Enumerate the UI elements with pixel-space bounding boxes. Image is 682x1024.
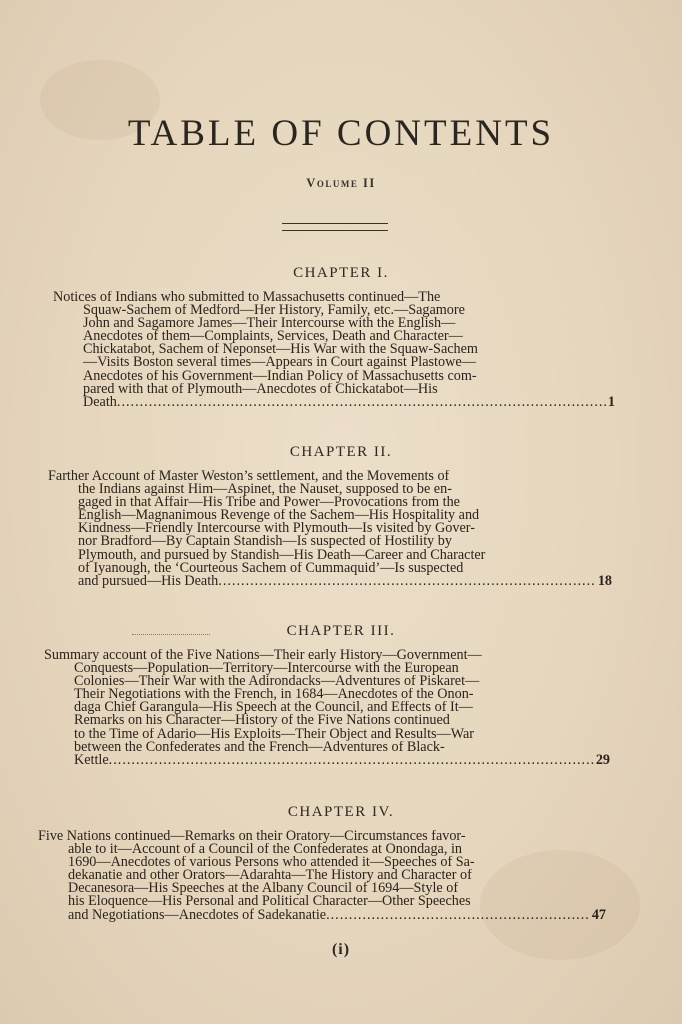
summary-line: Chickatabot, Sachem of Neponset—His War with the Squaw-Sachem <box>83 343 478 357</box>
page-number: 18 <box>597 572 612 589</box>
summary-line: John and Sagamore James—Their Intercourse with the English— <box>83 317 456 331</box>
summary-line: 1690—Anecdotes of various Persons who attended it—Speeches of Sa- <box>68 856 475 870</box>
chapter-summary <box>53 291 615 409</box>
summary-line: Death <box>83 393 117 410</box>
summary-line: daga Chief Garangula—His Speech at the Council, and Effects of It— <box>74 701 473 715</box>
summary-line: Colonies—Their War with the Adirondacks—Adventures of Piskaret— <box>74 675 480 689</box>
summary-line: the Indians against Him—Aspinet, the Nauset, supposed to be en- <box>78 483 452 497</box>
entry-last-line <box>48 572 612 589</box>
double-rule-divider <box>282 223 388 231</box>
volume-label: Volume II <box>306 176 376 190</box>
summary-line: pared with that of Plymouth—Anecdotes of Chickatabot—His <box>83 382 438 396</box>
chapter-4 <box>0 804 682 922</box>
summary-line: Notices of Indians who submitted to Massachusetts continued—The <box>53 291 441 305</box>
page-title: TABLE OF CONTENTS <box>127 113 555 154</box>
summary-line: dekanatie and other Orators—Adarahta—The History and Character of <box>68 869 472 883</box>
summary-line: of Iyanough, the ‘Courteous Sachem of Cummaquid’—Is suspected <box>78 561 464 575</box>
page-number: 47 <box>591 906 606 923</box>
summary-line: Kettle <box>74 751 109 768</box>
dot-leader <box>326 909 590 922</box>
summary-line: Conquests—Population—Territory—Intercourse with the European <box>74 662 459 676</box>
summary-line: nor Bradford—By Captain Standish—Is suspected of Hostility by <box>78 535 452 549</box>
summary-line: Remarks on his Character—History of the Five Nations continued <box>74 714 450 728</box>
summary-line: Five Nations continued—Remarks on their Oratory—Circumstances favor- <box>38 830 466 844</box>
chapter-summary <box>44 649 610 767</box>
summary-line: Squaw-Sachem of Medford—Her History, Family, etc.—Sagamore <box>83 304 465 318</box>
summary-line: Kindness—Friendly Intercourse with Plymouth—Is visited by Gover- <box>78 522 475 536</box>
summary-line: Anecdotes of them—Complaints, Services, Death and Character— <box>83 330 463 344</box>
summary-line: gaged in that Affair—His Tribe and Power—Provocations from the <box>78 496 460 510</box>
summary-line: —Visits Boston several times—Appears in Court against Plastowe— <box>83 356 476 370</box>
page-footer-numeral: (i) <box>331 941 351 958</box>
chapter-heading: CHAPTER III. <box>286 623 396 639</box>
summary-line: between the Confederates and the French—Adventures of Black- <box>74 740 445 754</box>
chapter-heading: CHAPTER II. <box>289 444 393 460</box>
summary-line: Anecdotes of his Government—Indian Policy of Massachusetts com- <box>83 369 477 383</box>
summary-line: Decanesora—His Speeches at the Albany Council of 1694—Style of <box>68 882 459 896</box>
summary-line: to the Time of Adario—His Exploits—Their Object and Results—War <box>74 727 475 741</box>
summary-line: Their Negotiations with the French, in 1684—Anecdotes of the Onon- <box>74 688 474 702</box>
chapter-3 <box>0 623 682 767</box>
page-number: 29 <box>595 751 610 768</box>
summary-line: English—Magnanimous Revenge of the Sachem—His Hospitality and <box>78 509 480 523</box>
summary-line: Farther Account of Master Weston’s settlement, and the Movements of <box>48 470 450 484</box>
chapter-summary <box>48 470 612 588</box>
entry-last-line <box>44 751 610 768</box>
chapter-heading: CHAPTER IV. <box>287 804 395 820</box>
dot-leader <box>218 575 596 588</box>
summary-line: his Eloquence—His Personal and Political Character—Other Speeches <box>68 895 471 909</box>
chapter-summary <box>38 830 606 922</box>
chapter-2 <box>0 444 682 588</box>
dot-leader <box>109 754 594 767</box>
page-number: 1 <box>607 393 615 410</box>
summary-line: able to it—Account of a Council of the Confederates at Onondaga, in <box>68 843 462 857</box>
summary-line: Plymouth, and pursued by Standish—His Death—Career and Character <box>78 548 486 562</box>
chapter-heading: CHAPTER I. <box>293 265 389 281</box>
summary-line: and Negotiations—Anecdotes of Sadekanatie <box>68 906 327 923</box>
entry-last-line <box>38 906 606 923</box>
summary-line: Summary account of the Five Nations—Their early History—Government— <box>44 649 482 663</box>
entry-last-line <box>53 393 615 410</box>
chapter-1 <box>0 265 682 409</box>
summary-line: and pursued—His Death <box>78 572 219 589</box>
dot-leader <box>117 396 606 409</box>
